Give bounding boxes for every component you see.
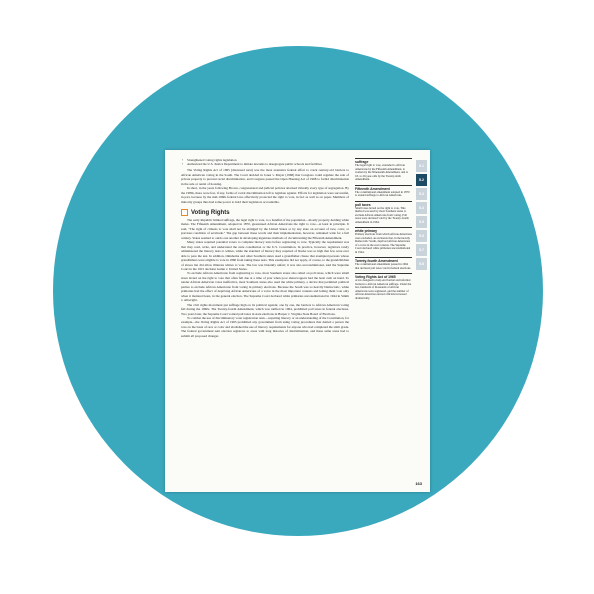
chapter-tab[interactable]: 5.7 <box>416 244 427 256</box>
paragraph: The Voting Rights Act of 1965 (discussed next) was the most extensive federal effort to crack century-old barriers to African American voting in the South. The Court decided in Jones v. Mayer (1968) that Congress could regulate the sale of private property to prevent racial discrimination, and Congress passed the Open Housing Act of 1968 to forbid discrimination in the sale or rental of housing. <box>181 168 349 186</box>
glossary-term: Voting Rights Act of 1965 <box>355 273 412 279</box>
section-title: Voting Rights <box>191 209 230 216</box>
section-heading <box>181 209 349 216</box>
glossary-entry <box>355 185 412 198</box>
glossary-entry <box>355 201 412 225</box>
bullet-item: • Authorized the U.S. Justice Department to initiate lawsuits to desegregate public schools and facilities <box>181 162 349 166</box>
glossary-definition: Small taxes levied on the right to vote. This method was used by most Southern states to exclude African Americans from voting. Poll taxes were declared void by the Twenty-fourth Amendment in 1964. <box>355 205 409 224</box>
paragraph: To exclude African Americans from registering to vote, most Southern states also relied on poll taxes, which were small taxes levied on the right to vote that often fell due at a time of year when poor sharecroppers had the least cash on hand. To render African American votes ineffective, most Southern states also used the white primary, a device that permitted political parties to exclude African Americans from voting in primary elections. Because the South was so heavily Democratic, white primaries had the effect of depriving African Americans of a voice in the most important contests and letting them vote only when it mattered least, in the general election. The Supreme Court declared white primaries unconstitutional in 1944 in Smith v. Allwright. <box>181 271 349 303</box>
glossary-term: suffrage <box>355 158 412 164</box>
chapter-tab[interactable]: 5.1 <box>416 160 427 172</box>
glossary-term: Twenty-fourth Amendment <box>355 257 412 263</box>
paragraph: Many states required potential voters to complete literacy tests before registering to vote. Typically the requirement was that they read, write, and understand the state constitution or the U.S. Constitution. In practice, however, registrars rarely administered the literacy tests to whites, while the standard of literacy they required of blacks was so high that few were ever able to pass the test. In addition, Oklahoma and other Southern states used a grandfather clause that exempted persons whose grandfathers were eligible to vote in 1860 from taking these tests. This exemption did not apply, of course, to the grandchildren of slaves but did allow illiterate whites to vote. The law was blatantly unfair; it was also unconstitutional, said the Supreme Court in the 1915 decision Guinn v. United States. <box>181 240 349 272</box>
chapter-tab[interactable]: 5.4 <box>416 202 427 214</box>
glossary-term: white primary <box>355 227 412 233</box>
glossary-term: poll taxes <box>355 201 412 207</box>
chapter-tab[interactable]: 5.5 <box>416 216 427 228</box>
glossary-entry <box>355 158 412 182</box>
paragraph: In short, in the years following Brown, congressional and judicial policies attacked virtually every type of segregation. By the 1980s, there were few, if any, forms of racial discrimination left to legislate against. Efforts for legislation were successful, in part, because by the mid-1960s federal laws effectively protected the right to vote, in fact as well as on paper. Members of minority groups thus had some power to hold their legislators accountable. <box>181 186 349 204</box>
glossary-entry <box>355 227 412 254</box>
glossary-entry <box>355 273 412 300</box>
page-number: 163 <box>415 481 422 486</box>
glossary-definition: Primary elections from which African Americans were excluded, an exclusion that, in the heavily Democratic South, deprived African Americans of a voice in the real contests. The Supreme Court declared white primaries unconstitutional in 1944. <box>355 232 412 254</box>
chapter-tabs <box>416 160 427 272</box>
glossary-sidebar <box>355 158 412 303</box>
glossary-entry <box>355 257 412 270</box>
chapter-tab[interactable]: 5.8 <box>416 258 427 270</box>
paragraph: To combat the use of discriminatory voter registration tests—requiring literacy or an understanding of the Constitution, for example—the Voting Rights Act of 1965 prohibited any government from using voting procedures that denied a person the vote on the basis of race or color and abolished the use of literacy requirements for anyone who had completed the sixth grade. The federal government sent election registrars to areas with long histories of discrimination, and these same areas had to submit all proposed changes <box>181 316 349 338</box>
bullet-item: • Strengthened voting rights legislation <box>181 158 349 162</box>
glossary-definition: A law designed to help end formal and informal barriers to African American suffrage. Under the law, hundreds of thousands of African Americans were registered, and the number of African American elected officials increased dramatically. <box>355 278 412 300</box>
glossary-definition: The constitutional amendment adopted in 1870 to extend suffrage to African Americans. <box>355 189 410 197</box>
chapter-tab[interactable]: 5.6 <box>416 230 427 242</box>
main-column <box>181 158 349 338</box>
glossary-definition: The legal right to vote, extended to African Americans by the Fifteenth Amendment, to women by the Nineteenth Amendment, and to 18- to 20-year-olds by the Twenty-sixth Amendment. <box>355 163 409 181</box>
paragraph: The civil rights movement put suffrage high on its political agenda; one by one, the barriers to African American voting fell during the 1960s. The Twenty-fourth Amendment, which was ratified in 1964, prohibited poll taxes in federal elections. Two years later, the Supreme Court voided poll taxes in state elections in Harper v. Virginia State Board of Elections. <box>181 302 349 316</box>
chapter-tab[interactable]: 5.3 <box>416 188 427 200</box>
chapter-tab-active[interactable]: 5.2 <box>416 174 427 186</box>
textbook-page <box>165 150 430 492</box>
glossary-definition: The constitutional amendment passed in 1964 that declared poll taxes void in federal elections. <box>355 262 412 270</box>
glossary-term: Fifteenth Amendment <box>355 185 412 191</box>
paragraph: The early Republic limited suffrage, the legal right to vote, to a handful of the population—mostly property-holding white males. The Fifteenth Amendment, adopted in 1870, guaranteed African Americans the right to vote—at least in principle. It said, "The right of citizens to vote shall not be abridged by the United States or by any state on account of race, color, or previous condition of servitude." The gap between these words and their implementation, however, remained wide for a full century. States seemed to outdo one another in developing ingenious methods of circumventing the Fifteenth Amendment. <box>181 218 349 240</box>
heading-square-icon <box>181 209 188 216</box>
